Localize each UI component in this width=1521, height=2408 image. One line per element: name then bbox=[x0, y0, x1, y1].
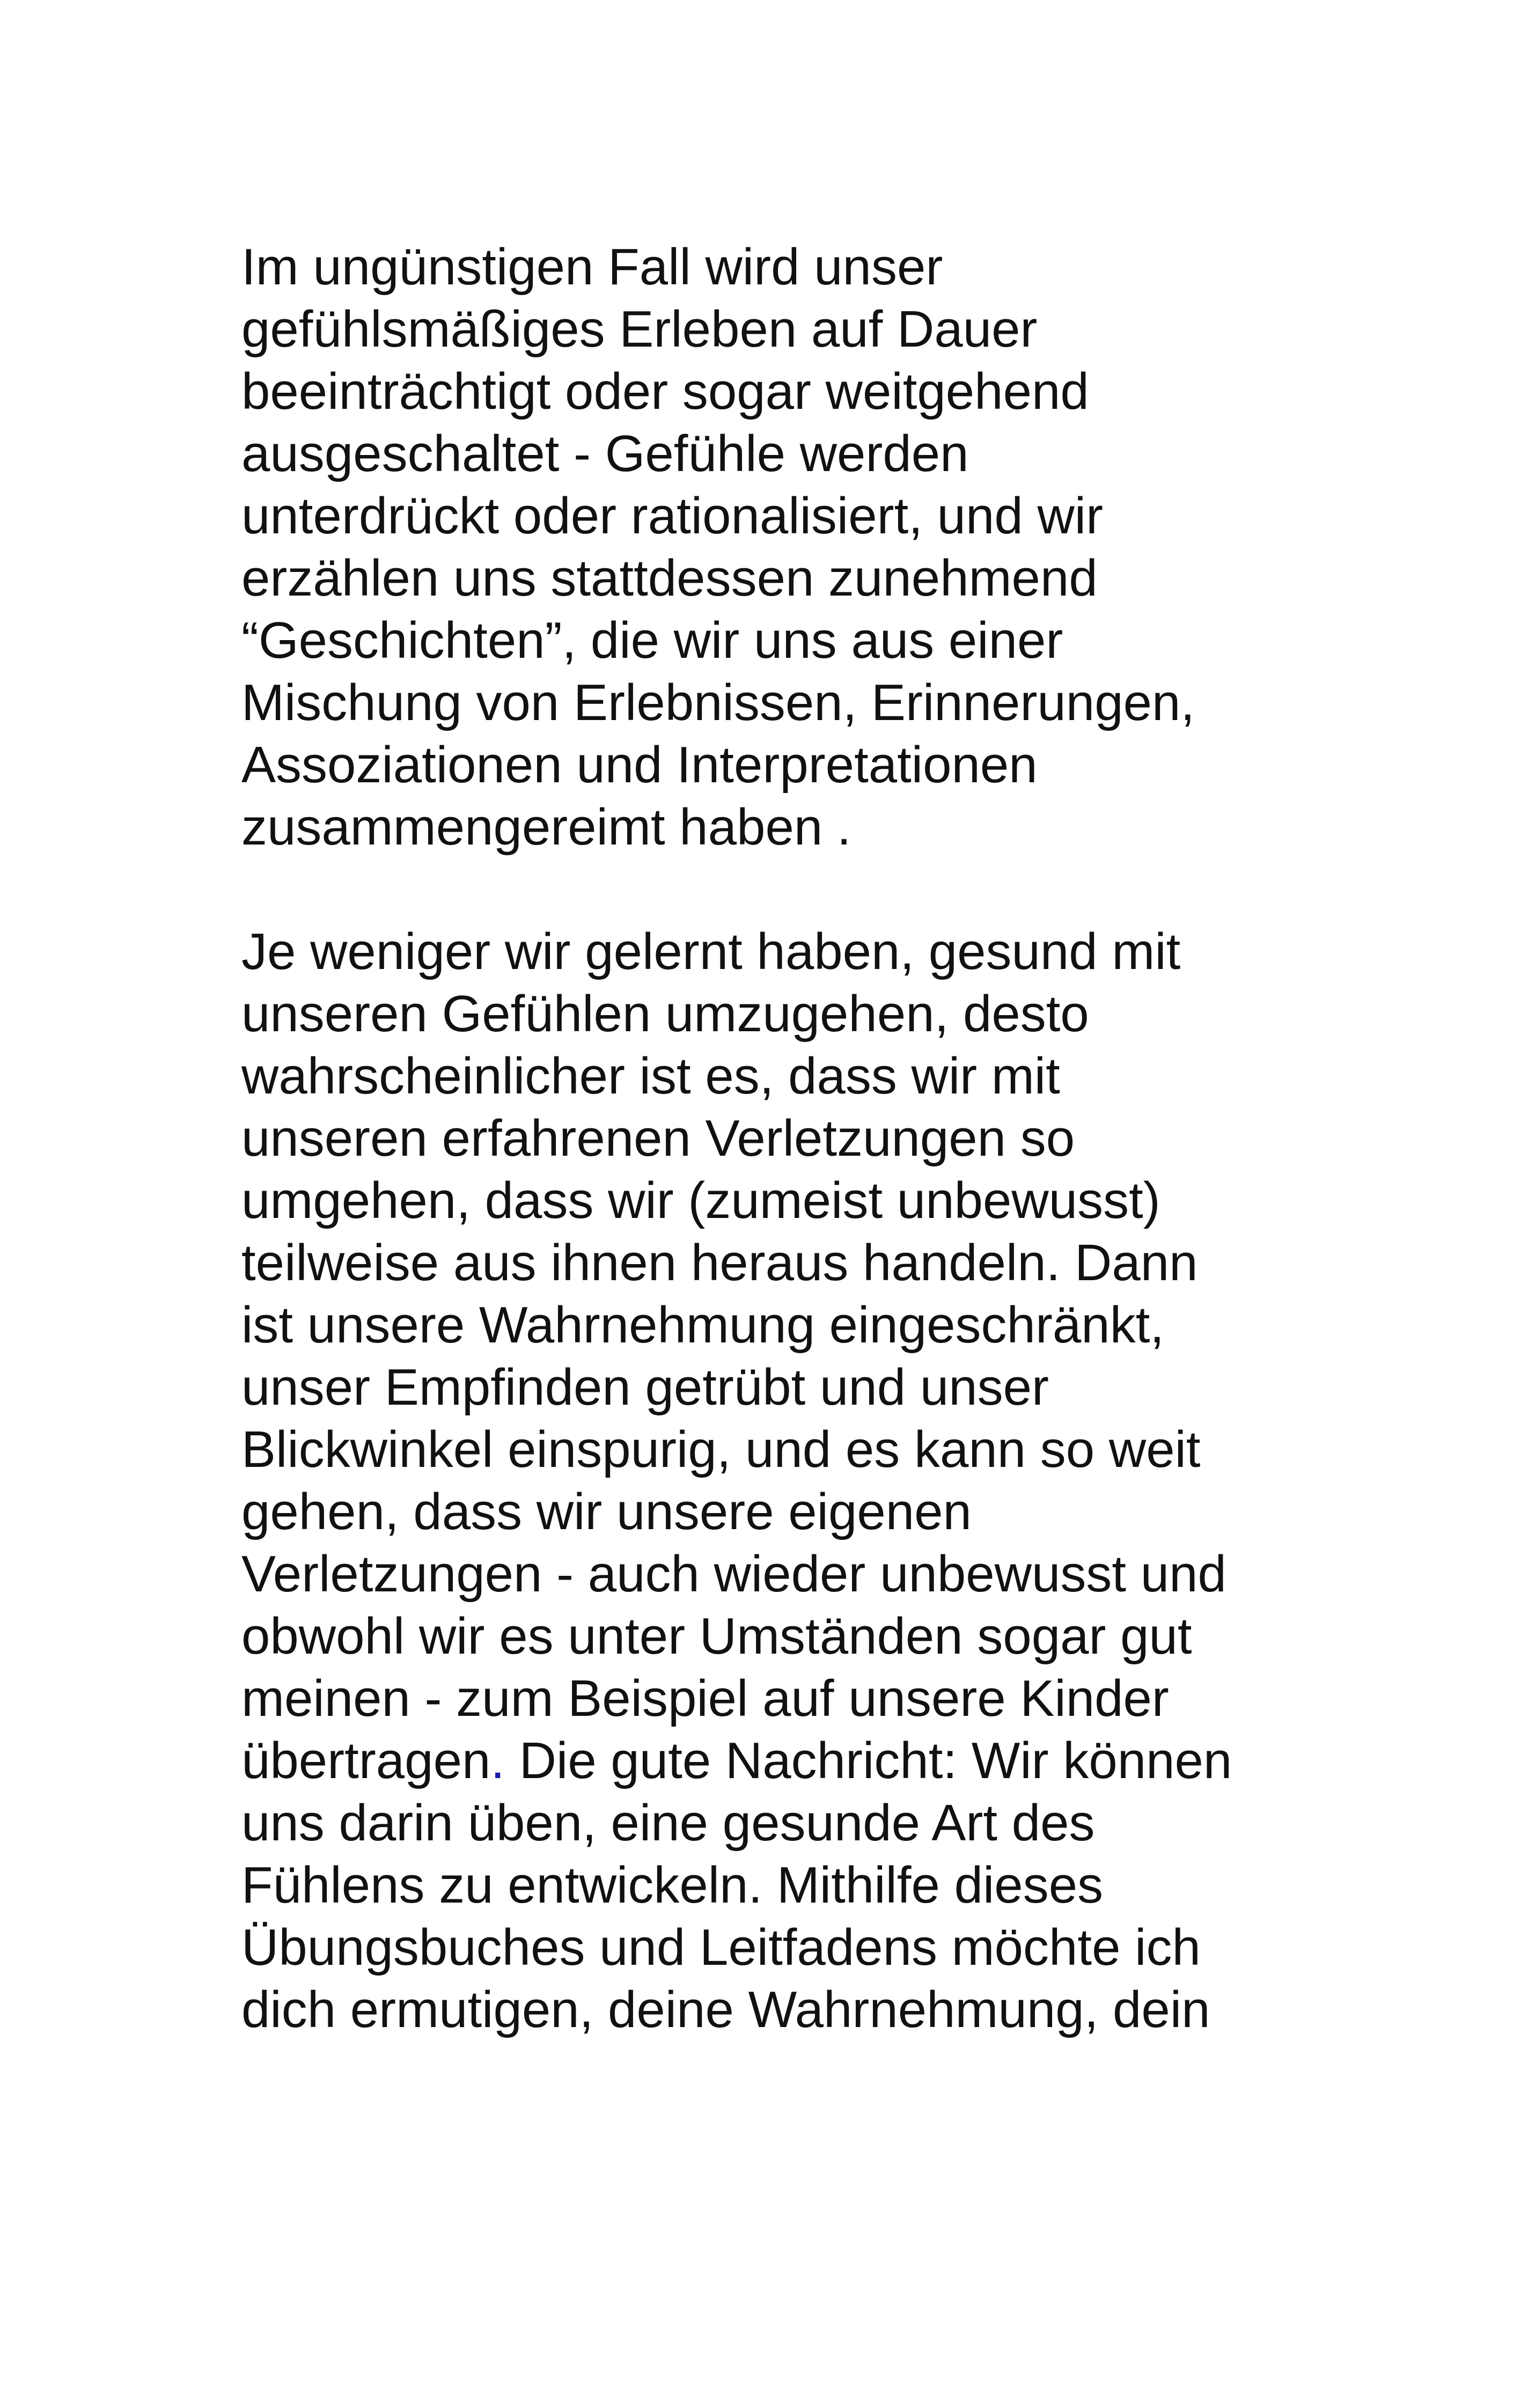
text-line: Mischung von Erlebnissen, Erinnerungen, bbox=[241, 674, 1195, 731]
paragraph-spacer bbox=[241, 858, 1314, 921]
text-fragment: Die gute Nachricht: Wir können bbox=[505, 1732, 1232, 1789]
text-line: meinen - zum Beispiel auf unsere Kinder bbox=[241, 1670, 1169, 1727]
text-line: “Geschichten”, die wir uns aus einer bbox=[241, 612, 1063, 669]
body-text bbox=[241, 236, 1314, 2041]
text-line: uns darin üben, eine gesunde Art des bbox=[241, 1794, 1095, 1852]
text-line: Im ungünstigen Fall wird unser bbox=[241, 238, 943, 296]
text-line: obwohl wir es unter Umständen sogar gut bbox=[241, 1607, 1192, 1665]
text-line-with-dot bbox=[241, 1730, 1314, 1792]
paragraph-1 bbox=[241, 236, 1314, 858]
paragraph-2 bbox=[241, 921, 1314, 2041]
text-line: teilweise aus ihnen heraus handeln. Dann bbox=[241, 1234, 1198, 1291]
text-line: wahrscheinlicher ist es, dass wir mit bbox=[241, 1047, 1060, 1105]
text-line: gefühlsmäßiges Erleben auf Dauer bbox=[241, 300, 1038, 358]
text-line: unterdrückt oder rationalisiert, und wir bbox=[241, 487, 1104, 545]
text-line: gehen, dass wir unsere eigenen bbox=[241, 1483, 972, 1540]
text-line: erzählen uns stattdessen zunehmend bbox=[241, 549, 1098, 607]
text-line: umgehen, dass wir (zumeist unbewusst) bbox=[241, 1172, 1160, 1229]
text-line: dich ermutigen, deine Wahrnehmung, dein bbox=[241, 1981, 1210, 2038]
text-line: Übungsbuches und Leitfadens möchte ich bbox=[241, 1919, 1201, 1976]
text-line: Assoziationen und Interpretationen bbox=[241, 736, 1038, 794]
text-line: ausgeschaltet - Gefühle werden bbox=[241, 425, 969, 482]
text-line: beeinträchtigt oder sogar weitgehend bbox=[241, 363, 1089, 420]
text-line: Je weniger wir gelernt haben, gesund mit bbox=[241, 923, 1181, 980]
text-line: ist unsere Wahrnehmung eingeschränkt, bbox=[241, 1296, 1165, 1354]
text-line: Fühlens zu entwickeln. Mithilfe dieses bbox=[241, 1856, 1104, 1914]
text-line: unseren Gefühlen umzugehen, desto bbox=[241, 985, 1089, 1043]
text-line: unseren erfahrenen Verletzungen so bbox=[241, 1110, 1075, 1167]
text-line: zusammengereimt haben . bbox=[241, 798, 851, 856]
text-line: unser Empfinden getrübt und unser bbox=[241, 1359, 1049, 1416]
text-line: Verletzungen - auch wieder unbewusst und bbox=[241, 1545, 1226, 1603]
accent-period: . bbox=[490, 1732, 505, 1789]
text-line: Blickwinkel einspurig, und es kann so weit bbox=[241, 1421, 1201, 1478]
text-fragment: übertragen bbox=[241, 1732, 491, 1789]
